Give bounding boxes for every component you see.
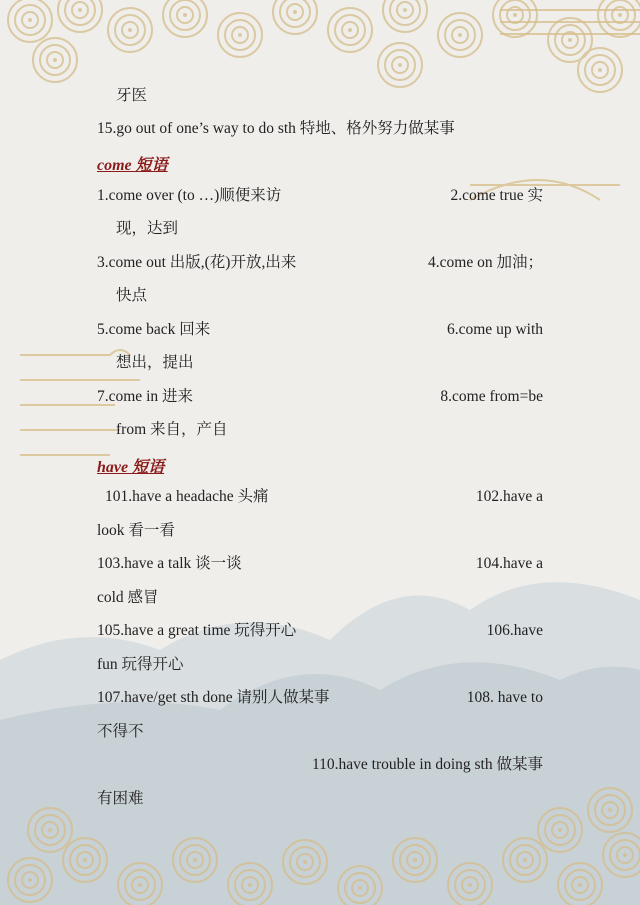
text-line: 现，达到 xyxy=(116,220,179,237)
text-line: cold 感冒 xyxy=(97,589,159,606)
text-line: 101.have a headache 头痛 xyxy=(105,488,269,505)
have-heading: have 短语 xyxy=(97,459,165,476)
text-line: fun 玩得开心 xyxy=(97,656,184,673)
text-line: 8.come from=be xyxy=(440,388,543,405)
text-line: 牙医 xyxy=(116,87,148,104)
text-line: 2.come true 实 xyxy=(450,187,543,204)
text-line: 4.come on 加油； xyxy=(428,254,543,271)
text-line: 3.come out 出版,(花)开放,出来 xyxy=(97,254,297,271)
text-line: 104.have a xyxy=(475,555,543,572)
text-line: 5.come back 回来 xyxy=(97,321,211,338)
come-heading: come 短语 xyxy=(97,157,168,174)
text-line: 有困难 xyxy=(97,790,144,807)
text-line: from 来自，产自 xyxy=(116,421,228,438)
text-line: 110.have trouble in doing sth 做某事 xyxy=(311,756,543,773)
text-line: 108. have to xyxy=(466,689,543,706)
text-line: 15.go out of one’s way to do sth 特地、格外努力做某事 xyxy=(97,120,455,137)
text-line: 105.have a great time 玩得开心 xyxy=(97,622,297,639)
text-line: 6.come up with xyxy=(447,321,543,338)
text-line: 107.have/get sth done 请别人做某事 xyxy=(97,689,330,706)
text-line: 不得不 xyxy=(97,723,144,740)
text-line: 想出，提出 xyxy=(116,354,194,371)
text-line: 7.come in 进来 xyxy=(97,388,193,405)
text-line: 103.have a talk 谈一谈 xyxy=(97,555,242,572)
text-line: 1.come over (to …)顺便来访 xyxy=(97,187,282,204)
text-line: 106.have xyxy=(486,622,543,639)
text-line: 快点 xyxy=(116,287,148,304)
text-line: look 看一看 xyxy=(97,522,175,539)
text-line: 102.have a xyxy=(475,488,543,505)
